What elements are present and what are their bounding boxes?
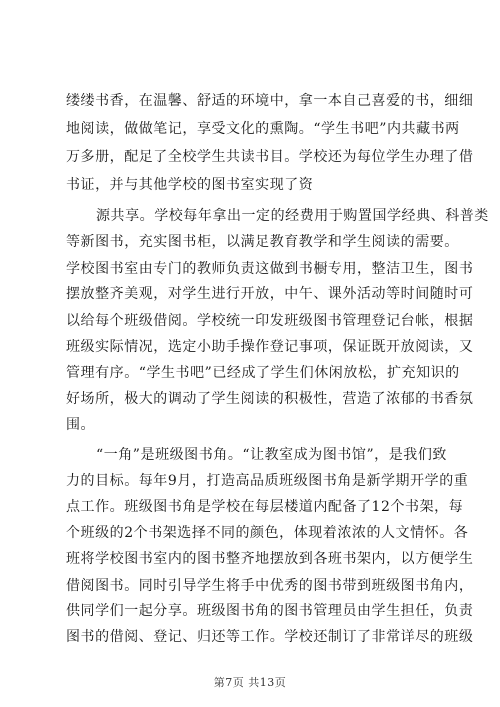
paragraph-1-line-3: 万多册，配足了全校学生共读书目。学校还为每位学生办理了借 (66, 149, 474, 165)
paragraph-2-line-7: 管理有序。“学生书吧”已经成了学生们休闲放松，扩充知识的 (66, 365, 460, 381)
paragraph-3-line-7: 供同学们一起分享。班级图书角的图书管理员由学生担任，负责 (66, 603, 474, 619)
paragraph-2-line-9: 围。 (66, 417, 96, 433)
paragraph-3-line-4: 个班级的2个书架选择不同的颜色，体现着浓浓的人文情怀。各 (66, 525, 469, 541)
paragraph-2-line-4: 摆放整齐美观，对学生进行开放，中午、课外活动等时间随时可 (66, 286, 474, 302)
paragraph-2-line-1: 源共享。学校每年拿出一定的经费用于购置国学经典、科普类 (96, 208, 489, 224)
paragraph-3-line-8: 图书的借阅、登记、归还等工作。学校还制订了非常详尽的班级 (66, 629, 474, 645)
paragraph-2-line-5: 以给每个班级借阅。学校统一印发班级图书管理登记台帐，根据 (66, 313, 474, 329)
paragraph-1-line-1: 缕缕书香，在温馨、舒适的环境中，拿一本自己喜爱的书，细细 (66, 93, 474, 109)
paragraph-3-line-6: 借阅图书。同时引导学生将手中优秀的图书带到班级图书角内， (66, 578, 474, 594)
paragraph-2-line-3: 学校图书室由专门的教师负责这做到书橱专用，整洁卫生，图书 (66, 261, 474, 277)
paragraph-3-line-5: 班将学校图书室内的图书整齐地摆放到各班书架内，以方便学生 (66, 551, 474, 567)
paragraph-3-line-2: 力的目标。每年9月，打造高品质班级图书角是新学期开学的重 (66, 473, 469, 489)
paragraph-1-line-4: 书证，并与其他学校的图书室实现了资 (66, 177, 314, 193)
paragraph-3-line-1: “一角”是班级图书角。“让教室成为图书馆”，是我们致 (96, 447, 447, 463)
paragraph-2-line-6: 班级实际情况，选定小助手操作登记事项，保证既开放阅读，又 (66, 339, 474, 355)
paragraph-3-line-3: 点工作。班级图书角是学校在每层楼道内配备了12个书架，每 (66, 499, 464, 515)
paragraph-2-line-2: 等新图书，充实图书柜，以满足教育教学和学生阅读的需要。 (66, 234, 459, 250)
page-number-footer: 第7页 共13页 (213, 676, 287, 689)
paragraph-1-line-2: 地阅读，做做笔记，享受文化的熏陶。“学生书吧”内共藏书两 (66, 121, 460, 137)
paragraph-2-line-8: 好场所，极大的调动了学生阅读的积极性，营造了浓郁的书香氛 (66, 391, 474, 407)
